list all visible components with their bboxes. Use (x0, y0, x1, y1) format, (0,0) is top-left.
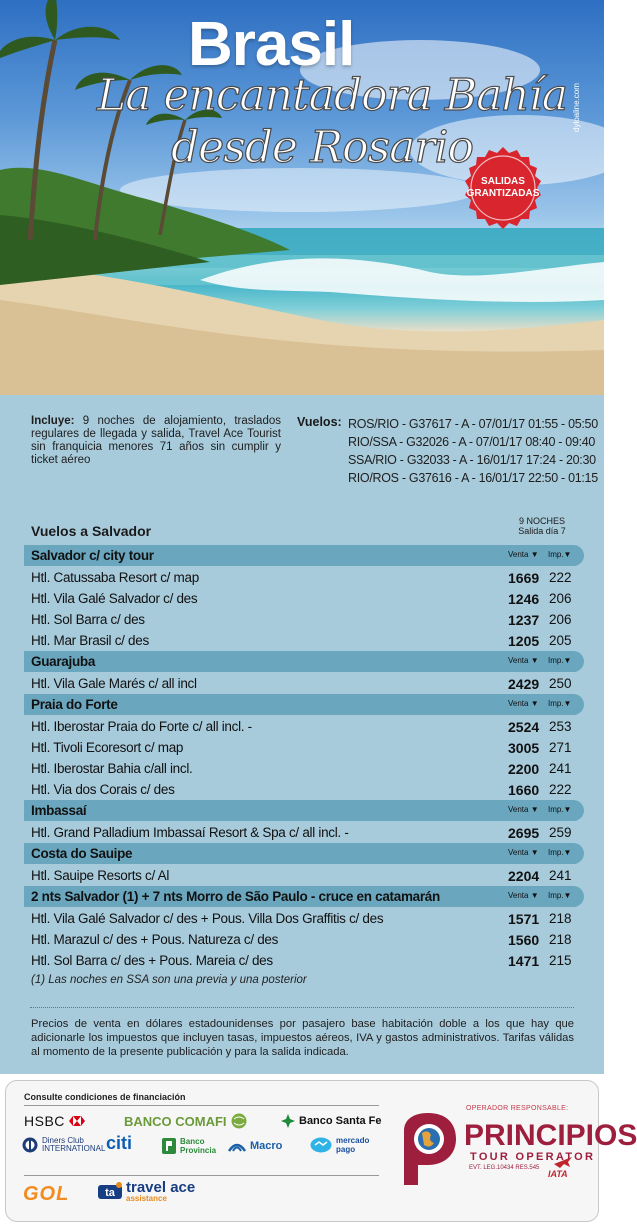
hotel-name: Htl. Vila Galé Salvador c/ des + Pous. Villa Dos Graffitis c/ des (31, 911, 384, 926)
price-imp: 205 (549, 633, 572, 648)
badge-line1: SALIDAS (481, 176, 525, 187)
hotel-name: Htl. Via dos Corais c/ des (31, 782, 175, 797)
group-header (24, 800, 584, 821)
divider (30, 1007, 574, 1008)
macro-text: Macro (250, 1140, 283, 1152)
hotel-name: Htl. Sauipe Resorts c/ Al (31, 868, 170, 883)
footer-sponsors (5, 1080, 637, 1222)
col-venta-header: Venta ▼ (508, 699, 539, 708)
price-imp: 218 (549, 911, 572, 926)
hsbc-logo (24, 1113, 85, 1129)
group-name: Salvador c/ city tour (31, 548, 154, 563)
hero-banner (0, 0, 604, 395)
table-row (24, 950, 584, 971)
citi-logo (106, 1133, 132, 1154)
price-imp: 250 (549, 676, 572, 691)
table-row (24, 779, 584, 800)
comafi-globe-icon (231, 1113, 247, 1129)
side-credit: dyloaline.com (572, 83, 581, 132)
price-venta: 2429 (508, 675, 540, 692)
hero-title: Brasil (188, 10, 355, 79)
flight-line: RIO/SSA - G32026 - A - 07/01/17 08:40 - 09:40 (348, 435, 596, 449)
operator-subtitle: TOUR OPERATOR (470, 1151, 596, 1163)
section-title: Vuelos a Salvador (31, 523, 152, 539)
col-venta-header: Venta ▼ (508, 805, 539, 814)
hotel-name: Htl. Grand Palladium Imbassaí Resort & Spa c/ all incl. - (31, 825, 349, 840)
price-venta: 1571 (508, 910, 540, 927)
price-venta: 1660 (508, 781, 540, 798)
col-imp-header: Imp.▼ (548, 699, 572, 708)
hotel-name: Htl. Mar Brasil c/ des (31, 633, 149, 648)
operator-name: PRINCIPIOS (464, 1119, 637, 1152)
flights-label: Vuelos: (297, 415, 342, 429)
price-imp: 241 (549, 868, 572, 883)
diners-subtext: INTERNATIONAL (42, 1144, 106, 1153)
hero-subtitle-line2: desde Rosario (170, 122, 473, 173)
price-imp: 218 (549, 932, 572, 947)
mercadopago-handshake-icon (310, 1137, 332, 1153)
santafe-text: Banco Santa Fe (299, 1115, 382, 1127)
nights-header (508, 516, 576, 536)
price-venta: 2204 (508, 867, 540, 884)
travelace-subtext: assistance (126, 1194, 167, 1203)
price-imp: 222 (549, 782, 572, 797)
comafi-logo (124, 1113, 247, 1129)
price-imp: 206 (549, 591, 572, 606)
price-venta: 1560 (508, 931, 540, 948)
col-imp-header: Imp.▼ (548, 550, 572, 559)
table-row (24, 758, 584, 779)
price-venta: 1246 (508, 590, 540, 607)
group-name: Guarajuba (31, 654, 96, 669)
table-row (24, 908, 584, 929)
table-row (24, 822, 584, 843)
hsbc-text: HSBC (24, 1113, 65, 1129)
col-venta-header: Venta ▼ (508, 656, 539, 665)
col-imp-header: Imp.▼ (548, 805, 572, 814)
principios-p-logo-icon (398, 1113, 460, 1185)
price-imp: 253 (549, 719, 572, 734)
guaranteed-departures-badge (460, 145, 546, 231)
travelace-text: travel ace (126, 1179, 196, 1196)
price-imp: 259 (549, 825, 572, 840)
nights-count: 9 NOCHES (518, 516, 565, 526)
group-header (24, 651, 584, 672)
group-name: 2 nts Salvador (1) + 7 nts Morro de São Paulo - cruce en catamarán (31, 889, 440, 904)
hotel-name: Htl. Vila Gale Marés c/ all incl (31, 676, 197, 691)
price-venta: 2695 (508, 824, 540, 841)
hotel-name: Htl. Vila Galé Salvador c/ des (31, 591, 198, 606)
price-imp: 271 (549, 740, 572, 755)
table-row (24, 929, 584, 950)
table-row (24, 737, 584, 758)
operator-label: OPERADOR RESPONSABLE: (466, 1105, 569, 1112)
includes-text: 9 noches de alojamiento, traslados regulares de llegada y salida, Travel Ace Tourist sin franquicia menores 71 años sin cumplir y ticket aéreo (31, 415, 281, 466)
provincia-text1: Banco (180, 1137, 205, 1146)
diners-text: Diners Club (42, 1136, 84, 1145)
diners-circle-icon (22, 1137, 38, 1153)
badge-line2: GRANTIZADAS (466, 188, 540, 199)
col-imp-header: Imp.▼ (548, 656, 572, 665)
price-venta: 1205 (508, 632, 540, 649)
col-imp-header: Imp.▼ (548, 891, 572, 900)
price-imp: 222 (549, 570, 572, 585)
group-name: Costa do Sauipe (31, 846, 133, 861)
flight-line: ROS/RIO - G37617 - A - 07/01/17 01:55 - 05:50 (348, 417, 598, 431)
price-table (24, 545, 584, 989)
hotel-name: Htl. Iberostar Praia do Forte c/ all incl. - (31, 719, 252, 734)
price-venta: 2524 (508, 718, 540, 735)
hero-subtitle-line1: La encantadora Bahía (96, 70, 568, 121)
iata-plane-icon (554, 1155, 572, 1169)
iata-text: IATA (548, 1169, 568, 1179)
hotel-name: Htl. Marazul c/ des + Pous. Natureza c/ des (31, 932, 279, 947)
hotel-name: Htl. Sol Barra c/ des + Pous. Mareia c/ des (31, 953, 273, 968)
hotel-name: Htl. Iberostar Bahia c/all incl. (31, 761, 193, 776)
flights-list (348, 415, 598, 487)
provincia-text2: Provincia (180, 1146, 217, 1155)
group-name: Imbassaí (31, 803, 87, 818)
col-venta-header: Venta ▼ (508, 550, 539, 559)
santafe-leaf-icon (281, 1114, 295, 1128)
table-row (24, 865, 584, 886)
group-header (24, 545, 584, 566)
macro-wave-icon (228, 1139, 246, 1153)
col-venta-header: Venta ▼ (508, 848, 539, 857)
diners-logo (22, 1137, 105, 1153)
table-row (24, 716, 584, 737)
group-header (24, 843, 584, 864)
table-row (24, 588, 584, 609)
hotel-name: Htl. Catussaba Resort c/ map (31, 570, 199, 585)
travelace-ta-icon (98, 1181, 122, 1203)
includes-block (31, 415, 281, 467)
financing-label: Consulte condiciones de financiación (24, 1092, 186, 1102)
hotel-name: Htl. Sol Barra c/ des (31, 612, 145, 627)
group-header (24, 694, 584, 715)
disclaimer: Precios de venta en dólares estadounidenses por pasajero base habitación doble a los que hay que adicionarle los impuestos que incluyen tasas, impuestos aéreos, IVA y gastos administrativos. Tarifas válidas al momento de la presente publicación y para la salida indicada. (31, 1018, 574, 1058)
operator-legal: EVT. LEG.10434 RES.545 (469, 1165, 540, 1171)
price-venta: 1669 (508, 569, 540, 586)
flight-line: RIO/ROS - G37616 - A - 16/01/17 22:50 - 01:15 (348, 471, 598, 485)
col-venta-header: Venta ▼ (508, 891, 539, 900)
divider (24, 1105, 379, 1106)
table-row (24, 673, 584, 694)
citi-text: citi (106, 1133, 133, 1153)
price-imp: 206 (549, 612, 572, 627)
price-venta: 1471 (508, 952, 540, 969)
svg-text:ta: ta (105, 1187, 115, 1199)
price-venta: 2200 (508, 760, 540, 777)
info-panel (0, 395, 604, 1074)
divider (24, 1175, 379, 1176)
mercadopago-text2: pago (336, 1145, 356, 1154)
gol-logo (23, 1183, 69, 1206)
price-venta: 1237 (508, 611, 540, 628)
price-imp: 241 (549, 761, 572, 776)
santafe-logo (281, 1114, 382, 1128)
mercadopago-logo (310, 1136, 369, 1154)
table-row (24, 567, 584, 588)
travelace-logo (98, 1181, 195, 1203)
hsbc-hexagon-icon (69, 1116, 85, 1126)
mercadopago-text1: mercado (336, 1136, 370, 1145)
hotel-name: Htl. Tivoli Ecoresort c/ map (31, 740, 184, 755)
provincia-logo (162, 1137, 216, 1155)
departure-day: Salida día 7 (518, 526, 566, 536)
price-imp: 215 (549, 953, 572, 968)
comafi-text: BANCO COMAFI (124, 1113, 227, 1129)
col-imp-header: Imp.▼ (548, 848, 572, 857)
flight-line: SSA/RIO - G32033 - A - 16/01/17 17:24 - 20:30 (348, 453, 596, 467)
table-row (24, 630, 584, 651)
table-footnote: (1) Las noches en SSA son una previa y una posterior (31, 974, 307, 986)
table-row (24, 609, 584, 630)
price-venta: 3005 (508, 739, 540, 756)
group-header (24, 886, 584, 907)
gol-text: GOL (23, 1183, 70, 1205)
includes-label: Incluye: (31, 415, 75, 427)
group-name: Praia do Forte (31, 697, 118, 712)
macro-logo (228, 1139, 282, 1153)
provincia-icon (162, 1138, 176, 1154)
